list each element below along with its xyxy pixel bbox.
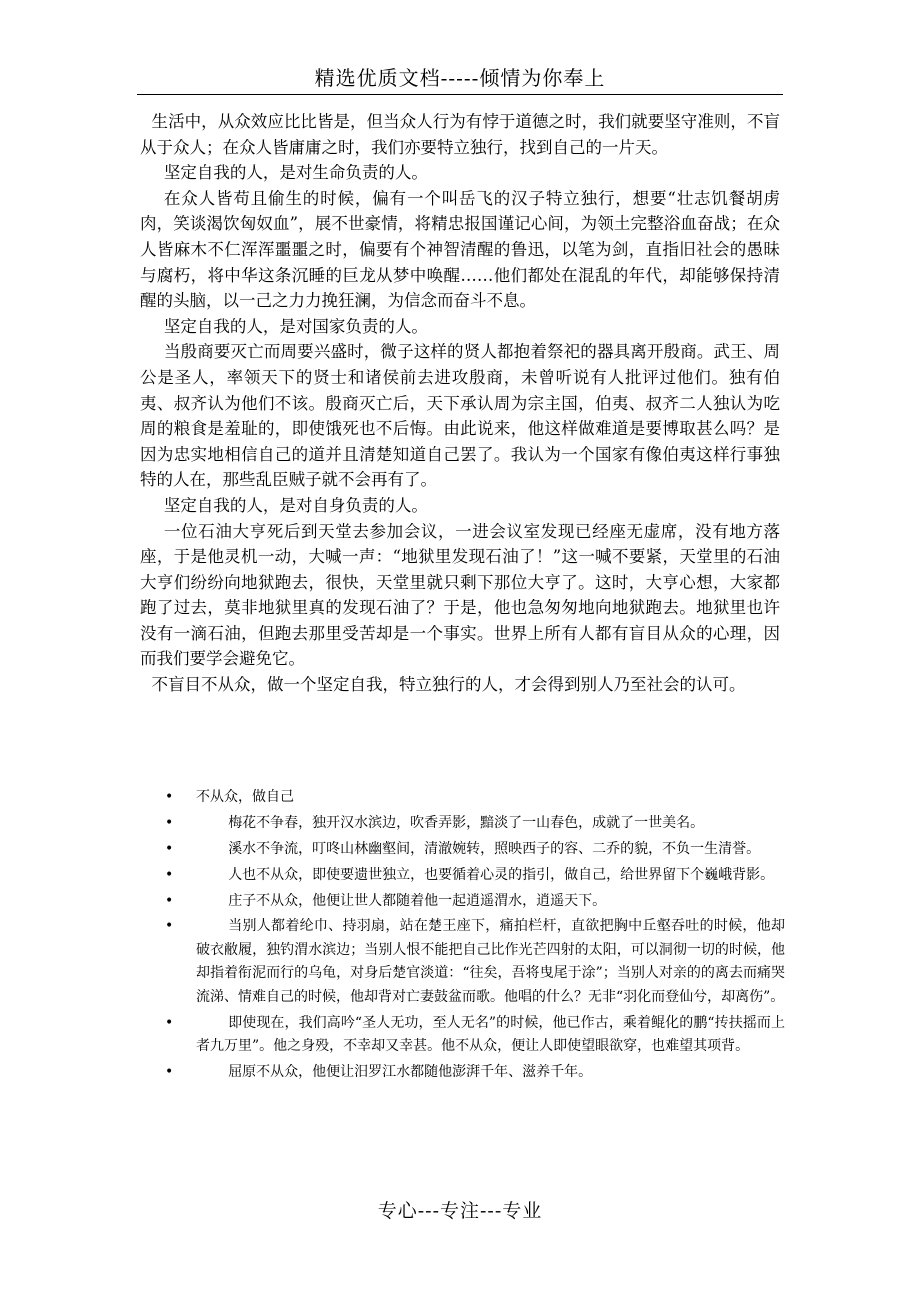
paragraph-thesis-nation: 坚定自我的人，是对国家负责的人。 xyxy=(163,316,428,336)
list-item-text: 庄子不从众，他便让世人都随着他一起逍遥渭水，逍遥天下。 xyxy=(228,892,607,909)
bullet-marker: • xyxy=(165,789,174,805)
list-item xyxy=(165,812,785,836)
bullet-marker: • xyxy=(165,918,174,935)
bullet-marker: • xyxy=(165,1064,174,1081)
list-item-text: 梅花不争春，独开汉水滨边，吹香弄影，黯淡了一山春色，成就了一世美名。 xyxy=(228,814,705,831)
list-item-text: 不从众，做自己 xyxy=(196,789,294,805)
page-header-title: 精选优质文档-----倾情为你奉上 xyxy=(314,66,606,90)
paragraph-yuefei-luxun: 在众人皆苟且偷生的时候，偏有一个叫岳飞的汉子特立独行，想要“壮志饥餐胡虏肉，笑谈渴饮匈奴血”，展不世豪情，将精忠报国谨记心间，为领土完整浴血奋战；在众人皆麻木不仁浑浑噩噩之时，偏要有个神智清醒的鲁迅，以笔为剑，直指旧社会的愚昧与腐朽，将中华这条沉睡的巨龙从梦中唤醒……他们都处在混乱的年代，却能够保持清醒的头脑，以一己之力力挽狂澜，为信念而奋斗不息。 xyxy=(140,188,780,311)
bullet-marker: • xyxy=(165,1014,174,1031)
list-item-text: 溪水不争流，叮咚山林幽壑间，清澈婉转，照映西子的容、二乔的貌，不负一生清誉。 xyxy=(228,840,761,857)
list-item xyxy=(165,786,785,810)
list-item xyxy=(165,838,785,862)
essay-body xyxy=(140,109,780,698)
paragraph-thesis-life: 坚定自我的人，是对生命负责的人。 xyxy=(163,163,428,183)
list-item xyxy=(165,890,785,914)
paragraph-boyi-shuqi: 当殷商要灭亡而周要兴盛时，微子这样的贤人都抱着祭祀的器具离开殷商。武王、周公是圣人，率领天下的贤士和诸侯前去进攻殷商，未曾听说有人批评过他们。独有伯夷、叔齐认为他们不该。殷商灭亡后，天下承认周为宗主国，伯夷、叔齐二人独认为吃周的粮食是羞耻的，即使饿死也不后悔。由此说来，他这样做难道是要博取甚么吗？是因为忠实地相信自己的道并且清楚知道自己罢了。我认为一个国家有像伯夷这样行事独特的人在，那些乱臣贼子就不会再有了。 xyxy=(140,342,780,490)
list-item-text: 即使现在，我们高吟“圣人无功，至人无名”的时候，他已作古，乘着鲲化的鹏“抟扶摇而上者九万里”。他之身殁，不幸却又幸甚。他不从众，便让人即使望眼欲穿，也难望其项背。 xyxy=(196,1014,785,1055)
list-item-text: 当别人都着纶巾、持羽扇，站在楚王座下，痛拍栏杆，直欲把胸中丘壑吞吐的时候，他却破衣敝履，独钓渭水滨边；当别人恨不能把自己比作光芒四射的太阳，可以洞彻一切的时候，他却指着衔泥而行的乌龟，对身后楚官淡道：“往矣，吾将曳尾于涂”；当别人对亲的的离去而痛哭流涕、情难自己的时候，他却背对亡妻鼓盆而歌。他唱的什么？无非“羽化而登仙兮，却离伤”。 xyxy=(196,918,785,1005)
list-item xyxy=(165,915,785,1009)
paragraph-thesis-self: 坚定自我的人，是对自身负责的人。 xyxy=(163,495,428,515)
bullet-marker: • xyxy=(165,814,174,831)
list-item xyxy=(165,1012,785,1059)
paragraph-conclusion: 不盲目不从众，做一个坚定自我，特立独行的人，才会得到别人乃至社会的认可。 xyxy=(151,675,746,695)
header-divider xyxy=(137,94,783,95)
paragraph-intro: 生活中，从众效应比比皆是，但当众人行为有悖于道德之时，我们就要坚守准则，不盲从于众人；在众人皆庸庸之时，我们亦要特立独行，找到自己的一片天。 xyxy=(140,112,780,157)
paragraph-oil-tycoon: 一位石油大亨死后到天堂去参加会议，一进会议室发现已经座无虚席，没有地方落座，于是他灵机一动，大喊一声：“地狱里发现石油了！”这一喊不要紧，天堂里的石油大亨们纷纷向地狱跑去，很快，天堂里就只剩下那位大亨了。这时，大亨心想，大家都跑了过去，莫非地狱里真的发现石油了？于是，他也急匆匆地向地狱跑去。地狱里也许没有一滴石油，但跑去那里受苦却是一个事实。世界上所有人都有盲目从众的心理，因而我们要学会避免它。 xyxy=(140,521,780,669)
list-item xyxy=(165,1061,785,1085)
page-footer-text: 专心---专注---专业 xyxy=(377,1200,543,1222)
bullet-marker: • xyxy=(165,840,174,857)
list-item-text: 人也不从众，即使要遗世独立，也要循着心灵的指引，做自己，给世界留下个巍峨背影。 xyxy=(228,866,775,883)
bullet-marker: • xyxy=(165,866,174,883)
list-item-text: 屈原不从众，他便让汨罗江水都随他澎湃千年、滋养千年。 xyxy=(228,1064,593,1081)
bullet-list xyxy=(165,786,785,1087)
list-item xyxy=(165,864,785,888)
bullet-marker: • xyxy=(165,892,174,909)
